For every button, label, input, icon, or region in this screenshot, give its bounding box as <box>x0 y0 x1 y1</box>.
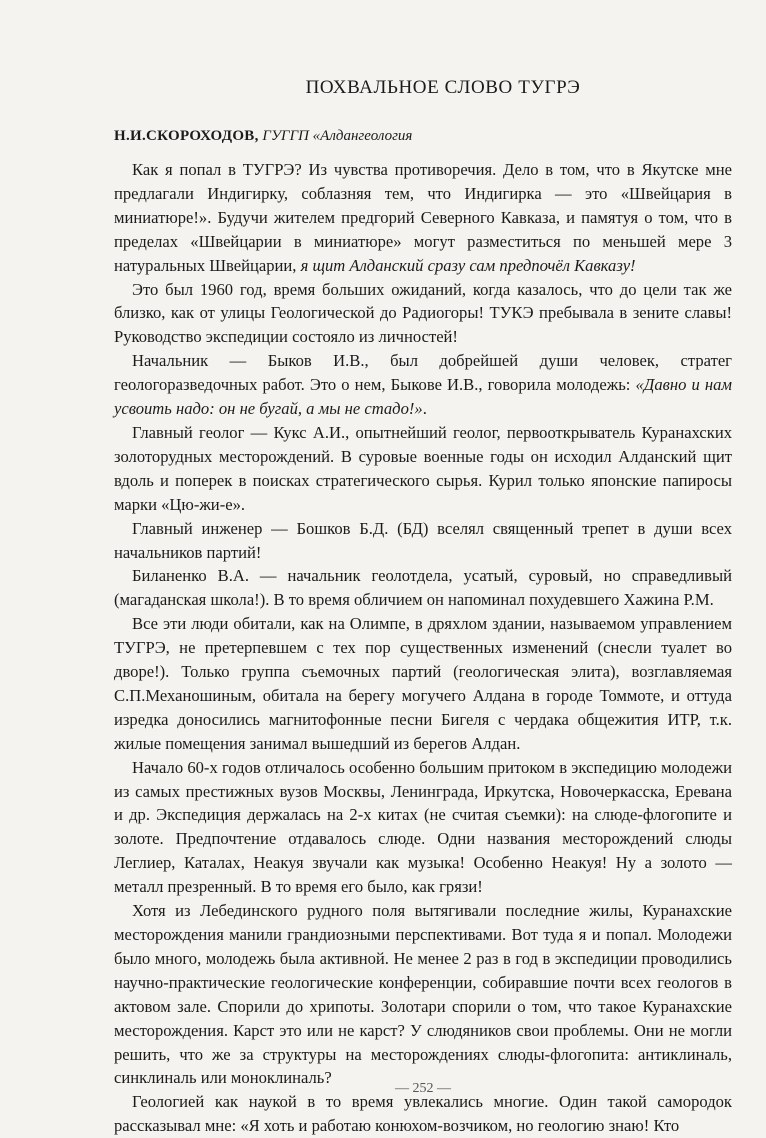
byline <box>114 126 732 146</box>
paragraph <box>114 756 732 899</box>
paragraph <box>114 517 732 565</box>
paragraph-italic: «Давно и нам усвоить надо: он не бугай, а мы не стадо!» <box>114 375 732 419</box>
paragraph <box>114 564 732 612</box>
paragraph <box>114 278 732 350</box>
paragraph-text: Главный геолог — Кукс А.И., опытнейший геолог, первооткрыватель Куранахских золоторудных месторождений. В суровые военные годы он исходил Алданский щит вдоль и поперек в поисках стратегического сырья. Курил только японские папиросы марки «Цю-жи-е». <box>114 422 732 514</box>
paragraph <box>114 158 732 278</box>
paragraph-text: Начало 60-х годов отличалось особенно большим притоком в экспедицию молодежи из самых престижных вузов Москвы, Ленинграда, Иркутска, Новочеркасска, Еревана и др. Экспедиция держалась на 2-х китах (не считая съемки): на слюде-флогопите и золоте. Предпочтение отдавалось слюде. Одни названия месторождений слюды Леглиер, Каталах, Неакуя звучали как музыка! Особенно Неакуя! Ну а золото — металл презренный. В то время его было, как грязи! <box>114 757 732 897</box>
paragraph <box>114 899 732 1090</box>
author-name: Н.И.СКОРОХОДОВ, <box>114 128 259 144</box>
paragraph <box>114 421 732 517</box>
paragraph <box>114 349 732 421</box>
paragraph <box>114 1090 732 1138</box>
page-number: — 252 — <box>395 1081 451 1096</box>
paragraph-text: Геологией как наукой в то время увлекались многие. Один такой самородок рассказывал мне: «Я хоть и работаю конюхом-возчиком, но геологию знаю! Кто <box>114 1092 732 1136</box>
paragraph-text: Это был 1960 год, время больших ожиданий, когда казалось, что до цели так же близко, как от улицы Геологической до Радиогоры! ТУКЭ пребывала в зените славы! Руководство экспедиции состояло из личностей! <box>114 279 732 347</box>
paragraph-text: Начальник — Быков И.В., был добрейшей души человек, стратег геологоразведочных работ. Это о нем, Быкове И.В., говорила молодежь: <box>114 351 732 395</box>
paragraph <box>114 612 732 755</box>
author-organization: ГУГГП «Алдангеология <box>262 128 413 144</box>
paragraph-text: Главный инженер — Бошков Б.Д. (БД) вселял священный трепет в души всех начальников партий! <box>114 518 732 562</box>
paragraph-text: Хотя из Лебединского рудного поля вытягивали последние жилы, Куранахские месторождения манили грандиозными перспективами. Вот туда я и попал. Молодежи было много, молодежь была активной. Не менее 2 раз в год в экспедиции проводились научно-практические геологические конференции, собиравшие почти всех геологов в актовом зале. Спорили до хрипоты. Золотари спорили о том, что такое Куранахские месторождения. Карст это или не карст? У слюдяников свои проблемы. Они не могли решить, что же за структуры на месторождениях слюды-флогопита: антиклиналь, синклиналь или моноклиналь? <box>114 901 732 1088</box>
paragraph-text: Как я попал в ТУГРЭ? Из чувства противоречия. Дело в том, что в Якутске мне предлагали Индигирку, соблазняя тем, что Индигирка — это «Швейцария в миниатюре!». Будучи жителем предгорий Северного Кавказа, и памятуя о том, что в пределах «Швейцарии в миниатюре» могут разместиться по меньшей мере 3 натуральных Швейцарии, <box>114 160 732 275</box>
page-title: ПОХВАЛЬНОЕ СЛОВО ТУГРЭ <box>305 77 581 98</box>
paragraph-text: Все эти люди обитали, как на Олимпе, в дряхлом здании, называемом управлением ТУГРЭ, не претерпевшем с тех пор существенных изменений (снесли туалет во дворе!). Только группа съемочных партий (геологическая элита), возглавляемая С.П.Механошиным, обитала на берегу могучего Алдана в городе Томмоте, и оттуда изредка доносились магнитофонные песни Бигеля с чердака общежития ИТР, т.к. жилые помещения занимал вышедший из берегов Алдан. <box>114 614 732 753</box>
paragraph-italic: я щит Алданский сразу сам предпочёл Кавказу! <box>300 255 636 275</box>
paragraph-tail: . <box>422 399 427 419</box>
article-body <box>114 158 732 1138</box>
paragraph-text: Биланенко В.А. — начальник геолотдела, усатый, суровый, но справедливый (магаданская школа!). В то время обличием он напоминал похудевшего Хажина Р.М. <box>114 566 732 610</box>
